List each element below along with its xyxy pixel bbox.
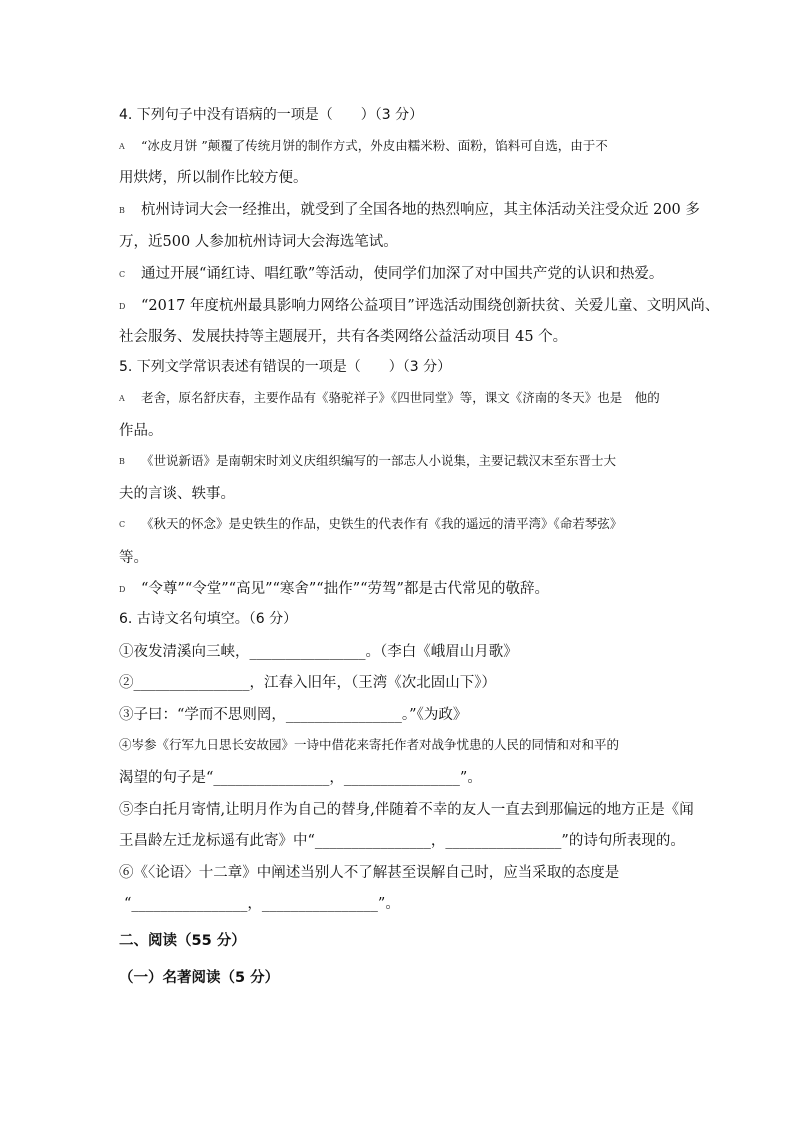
- poem-blank-3: ③子曰：“学而不思则罔，________________。”《为政》: [119, 707, 468, 723]
- question-5-option-d: D “令尊”“令堂”“高见”“寒舍”“拙作”“劳驾”都是古代常见的敬辞。: [119, 581, 549, 597]
- poem-blank-6: ⑥《〈论语〉十二章》中阐述当别人不了解甚至误解自己时，应当采取的态度是: [119, 865, 620, 881]
- question-5-stem: 5. 下列文学常识表述有错误的一项是（ ）（3 分）: [119, 359, 452, 375]
- question-4-option-c: C 通过开展“诵红诗、唱红歌”等活动，使同学们加深了对中国共产党的认识和热爱。: [119, 266, 664, 282]
- question-4-option-b: B 杭州诗词大会一经推出，就受到了全国各地的热烈响应，其主体活动关注受众近 200 多: [119, 202, 700, 218]
- question-4-option-a: A “冰皮月饼 ”颠覆了传统月饼的制作方式，外皮由糯米粉、面粉，馅料可自选，由于不: [119, 138, 608, 153]
- question-5-option-c: C 《秋天的怀念》是史铁生的作品，史铁生的代表作有《我的遥远的清平湾》《命若琴弦》: [119, 516, 623, 531]
- question-4-option-d-cont: 社会服务、发展扶持等主题展开，共有各类网络公益活动项目 45 个。: [119, 329, 568, 345]
- poem-blank-5: ⑤李白托月寄情,让明月作为自己的替身,伴随着不幸的友人一直去到那偏远的地方正是《闻: [119, 802, 694, 818]
- poem-blank-4: ④岑参《行军九日思长安故园》一诗中借花来寄托作者对战争忧患的人民的同情和对和平的: [119, 737, 620, 752]
- poem-blank-5-cont: 王昌龄左迁龙标遥有此寄》中“________________，________________”的诗句所表现的。: [119, 833, 685, 849]
- question-4-option-a-cont: 用烘烤，所以制作比较方便。: [119, 170, 308, 186]
- poem-blank-2: ②________________，江春入旧年，（王湾《次北固山下》）: [119, 675, 496, 691]
- question-5-option-b-cont: 夫的言谈、轶事。: [119, 486, 235, 502]
- poem-blank-4-cont: 渴望的句子是“________________，________________”。: [119, 770, 482, 786]
- poem-blank-1: ①夜发清溪向三峡，________________。（李白《峨眉山月歌》: [119, 644, 518, 660]
- poem-blank-6-cont: “________________，________________”。: [124, 896, 400, 912]
- question-4-option-d: D “2017 年度杭州最具影响力网络公益项目”评选活动围绕创新扶贫、关爱儿童、文明风尚、: [119, 298, 720, 314]
- question-5-option-b: B 《世说新语》是南朝宋时刘义庆组织编写的一部志人小说集，主要记载汉末至东晋士大: [119, 453, 617, 468]
- subsection-heading-classics: （一）名著阅读（5 分）: [119, 970, 280, 986]
- question-5-option-a-cont: 作品。: [119, 423, 163, 439]
- question-6-stem: 6. 古诗文名句填空。（6 分）: [119, 611, 298, 627]
- question-4-option-b-cont: 万，近500 人参加杭州诗词大会海选笔试。: [119, 234, 398, 250]
- question-4-stem: 4. 下列句子中没有语病的一项是（ ）（3 分）: [119, 107, 424, 123]
- question-5-option-a: A 老舍，原名舒庆春，主要作品有《骆驼祥子》《四世同堂》等，课文《济南的冬天》也是 他的: [119, 390, 660, 405]
- section-heading-reading: 二、阅读（55 分）: [119, 933, 246, 949]
- question-5-option-c-cont: 等。: [119, 550, 148, 566]
